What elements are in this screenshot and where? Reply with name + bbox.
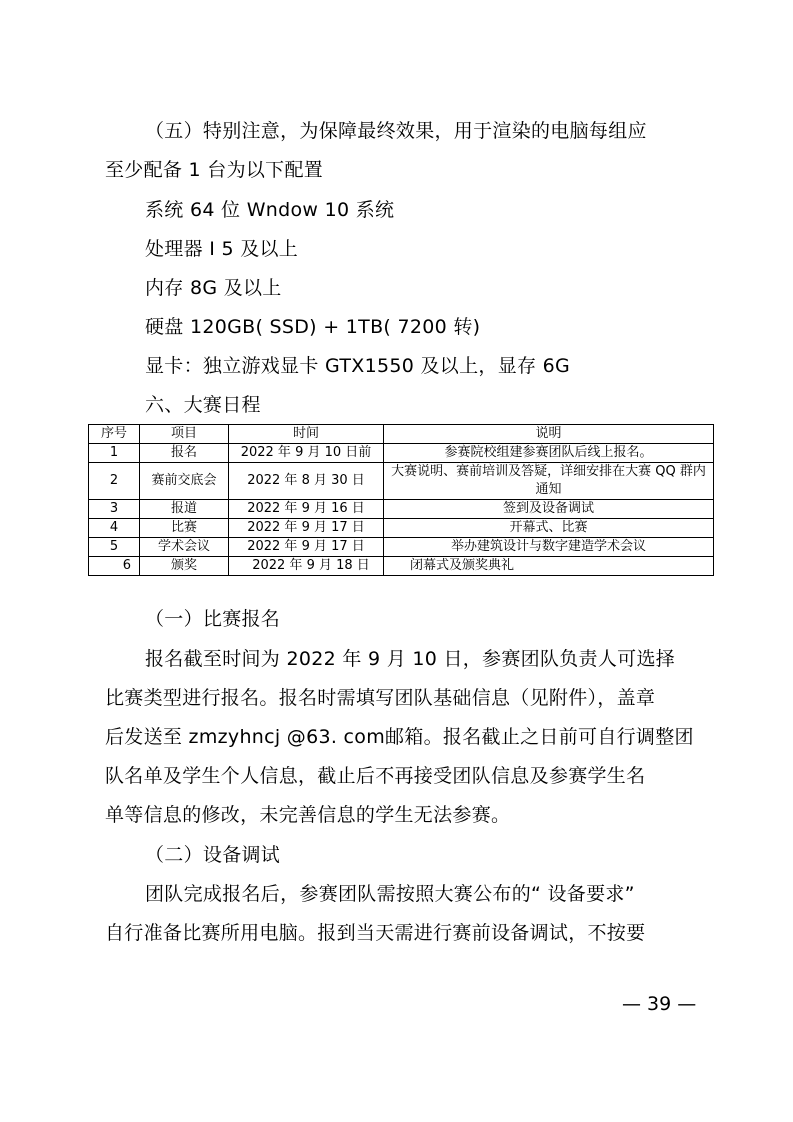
row-no: 4 (89, 519, 140, 538)
sub2-paragraph-line2: 自行准备比赛所用电脑。报到当天需进行赛前设备调试，不按要 (105, 922, 646, 944)
table-row (89, 444, 714, 463)
header-time: 时间 (229, 425, 384, 444)
row-no: 5 (89, 538, 140, 557)
sub2-paragraph-line1: 团队完成报名后，参赛团队需按照大赛公布的“ 设备要求” (145, 883, 635, 905)
sub1-paragraph-line1: 报名截至时间为 2022 年 9 月 10 日，参赛团队负责人可选择 (145, 648, 676, 670)
table-row (89, 557, 714, 576)
spec-ram: 内存 8G 及以上 (145, 277, 282, 299)
schedule-table (88, 424, 714, 576)
row-time: 2022 年 9 月 17 日 (229, 519, 384, 538)
header-no: 序号 (89, 425, 140, 444)
sub1-paragraph-line4: 队名单及学生个人信息，截止后不再接受团队信息及参赛学生名 (105, 765, 646, 787)
row-no: 6 (89, 557, 140, 576)
row-time: 2022 年 9 月 10 日前 (229, 444, 384, 463)
sub1-paragraph-line5: 单等信息的修改，未完善信息的学生无法参赛。 (105, 804, 511, 826)
row-desc: 参赛院校组建参赛团队后线上报名。 (384, 444, 714, 463)
section5-line1: （五）特别注意，为保障最终效果，用于渲染的电脑每组应 (145, 120, 647, 142)
row-no: 1 (89, 444, 140, 463)
schedule-header-row (89, 425, 714, 444)
sub1-paragraph-line3: 后发送至 zmzyhncj @63. com邮箱。报名截止之日前可自行调整团 (105, 726, 694, 748)
row-time: 2022 年 8 月 30 日 (229, 463, 384, 500)
row-desc: 举办建筑设计与数字建造学术会议 (384, 538, 714, 557)
row-time: 2022 年 9 月 18 日 (229, 557, 384, 576)
row-desc: 大赛说明、赛前培训及答疑，详细安排在大赛 QQ 群内通知 (384, 463, 714, 500)
row-item: 报道 (140, 500, 229, 519)
row-desc: 开幕式、比赛 (384, 519, 714, 538)
table-row (89, 500, 714, 519)
row-item: 颁奖 (140, 557, 229, 576)
row-item: 学术会议 (140, 538, 229, 557)
row-item: 赛前交底会 (140, 463, 229, 500)
row-desc: 闭幕式及颁奖典礼 (384, 557, 714, 576)
header-desc: 说明 (384, 425, 714, 444)
spec-cpu: 处理器 I 5 及以上 (145, 238, 299, 260)
sub1-paragraph-line2: 比赛类型进行报名。报名时需填写团队基础信息（见附件），盖章 (105, 687, 656, 709)
sub2-title: （二）设备调试 (145, 844, 281, 866)
spec-gpu: 显卡：独立游戏显卡 GTX1550 及以上，显存 6G (145, 355, 571, 377)
row-time: 2022 年 9 月 17 日 (229, 538, 384, 557)
row-item: 报名 (140, 444, 229, 463)
spec-disk: 硬盘 120GB( SSD) + 1TB( 7200 转) (145, 316, 481, 338)
spec-system: 系统 64 位 Wndow 10 系统 (145, 199, 395, 221)
table-row (89, 463, 714, 500)
section6-title: 六、大赛日程 (145, 394, 261, 416)
row-desc: 签到及设备调试 (384, 500, 714, 519)
header-item: 项目 (140, 425, 229, 444)
sub1-title: （一）比赛报名 (145, 608, 281, 630)
row-no: 3 (89, 500, 140, 519)
row-time: 2022 年 9 月 16 日 (229, 500, 384, 519)
row-no: 2 (89, 463, 140, 500)
page-number: — 39 — (622, 993, 697, 1015)
table-row (89, 519, 714, 538)
row-item: 比赛 (140, 519, 229, 538)
table-row (89, 538, 714, 557)
section5-line2: 至少配备 1 台为以下配置 (105, 159, 324, 181)
